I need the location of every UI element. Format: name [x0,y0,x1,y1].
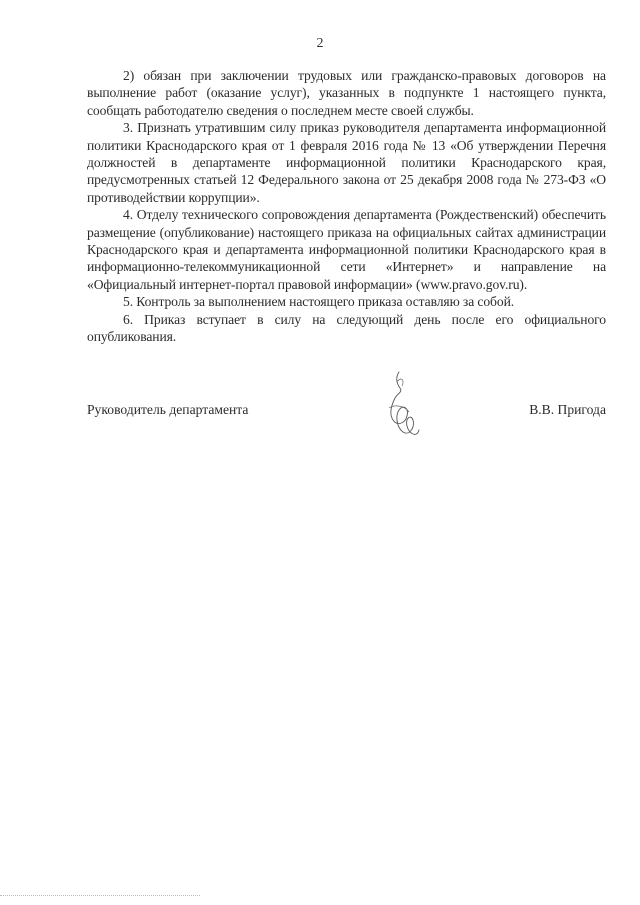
signer-name: В.В. Пригода [529,402,606,417]
document-body [87,67,606,346]
signature-block [87,398,606,448]
page-number: 2 [316,36,324,51]
scan-edge-artifact [0,895,200,897]
paragraph-item-2: 2) обязан при заключении трудовых или гражданско-правовых договоров на выполнение работ (оказание услуг), указанных в подпункте 1 настоящего пункта, сообщать работодателю сведения о последнем месте своей службы. [87,68,606,118]
handwritten-signature-icon [375,368,425,448]
signer-title: Руководитель департамента [87,402,249,417]
paragraph-clause-4: 4. Отделу технического сопровождения департамента (Рождественский) обеспечить размещение (опубликование) настоящего приказа на официальных сайтах администрации Краснодарского края и департамента информационной политики Краснодарского края в информационно-телекоммуникационной сети «Интернет» и направление на «Официальный интернет-портал правовой информации» (www.pravo.gov.ru). [87,207,606,292]
paragraph-clause-3: 3. Признать утратившим силу приказ руководителя департамента информационной политики Краснодарского края от 1 февраля 2016 года № 13 «Об утверждении Перечня должностей в департаменте информационной политики Краснодарского края, предусмотренных статьей 12 Федерального закона от 25 декабря 2008 года № 273-ФЗ «О противодействии коррупции». [87,120,606,205]
paragraph-clause-5: 5. Контроль за выполнением настоящего приказа оставляю за собой. [123,294,515,310]
paragraph-clause-6: 6. Приказ вступает в силу на следующий день после его официального опубликования. [87,311,606,345]
